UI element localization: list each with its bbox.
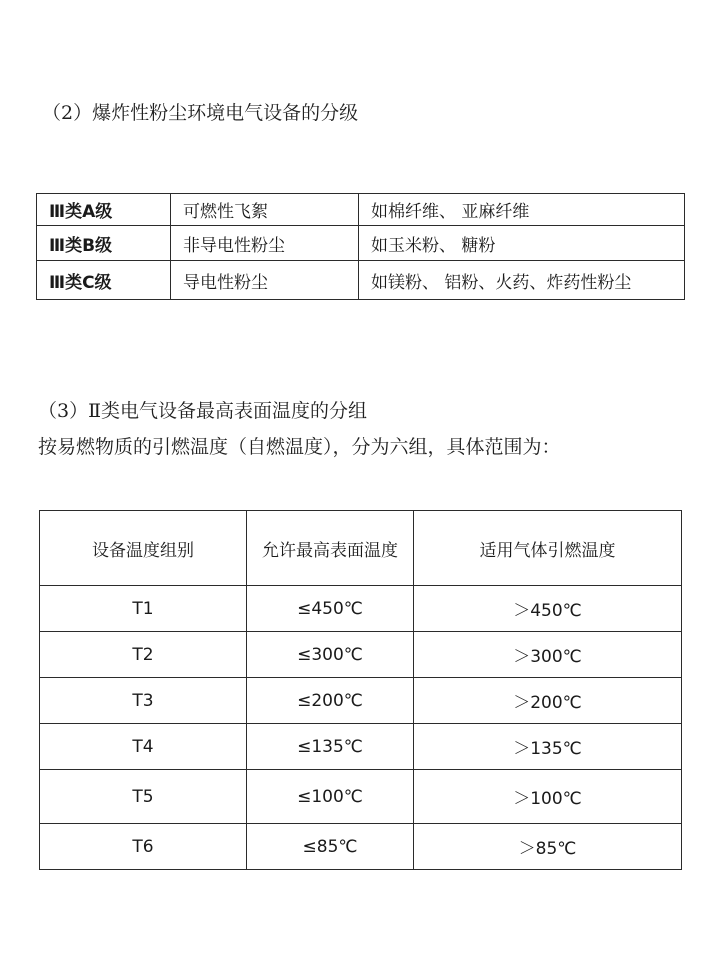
dust-type-cell: 可燃性飞絮 xyxy=(171,194,359,226)
group-cell: T4 xyxy=(40,724,247,770)
group-cell: T5 xyxy=(40,770,247,824)
dust-type-cell: 导电性粉尘 xyxy=(171,261,359,300)
group-cell: T2 xyxy=(40,632,247,678)
ignition-cell: ＞450℃ xyxy=(414,586,682,632)
dust-class-cell: Ⅲ类C级 xyxy=(37,261,171,300)
table-header-row xyxy=(40,511,682,586)
dust-examples-cell: 如玉米粉、 糖粉 xyxy=(359,226,685,261)
header-max-surface-temp: 允许最高表面温度 xyxy=(247,511,414,586)
table-row xyxy=(40,770,682,824)
ignition-cell: ＞135℃ xyxy=(414,724,682,770)
dust-type-cell: 非导电性粉尘 xyxy=(171,226,359,261)
table-row xyxy=(40,724,682,770)
max-surface-cell: ≤200℃ xyxy=(247,678,414,724)
dust-examples-cell: 如棉纤维、 亚麻纤维 xyxy=(359,194,685,226)
max-surface-cell: ≤100℃ xyxy=(247,770,414,824)
ignition-cell: ＞85℃ xyxy=(414,824,682,870)
ignition-cell: ＞300℃ xyxy=(414,632,682,678)
section-2-heading: （2）爆炸性粉尘环境电气设备的分级 xyxy=(42,102,359,124)
dust-class-cell: Ⅲ类B级 xyxy=(37,226,171,261)
table-row xyxy=(40,678,682,724)
table-row xyxy=(37,194,685,226)
max-surface-cell: ≤85℃ xyxy=(247,824,414,870)
max-surface-cell: ≤135℃ xyxy=(247,724,414,770)
table-row xyxy=(40,824,682,870)
max-surface-cell: ≤450℃ xyxy=(247,586,414,632)
header-ignition-temp: 适用气体引燃温度 xyxy=(414,511,682,586)
max-surface-cell: ≤300℃ xyxy=(247,632,414,678)
group-cell: T3 xyxy=(40,678,247,724)
dust-examples-cell: 如镁粉、 铝粉、火药、炸药性粉尘 xyxy=(359,261,685,300)
table-row xyxy=(37,226,685,261)
ignition-cell: ＞200℃ xyxy=(414,678,682,724)
table-row xyxy=(40,586,682,632)
section-3-intro: 按易燃物质的引燃温度（自燃温度），分为六组，具体范围为： xyxy=(38,436,561,458)
header-group: 设备温度组别 xyxy=(40,511,247,586)
table-row xyxy=(40,632,682,678)
group-cell: T6 xyxy=(40,824,247,870)
temperature-group-table xyxy=(39,510,682,870)
group-cell: T1 xyxy=(40,586,247,632)
dust-classification-table xyxy=(36,193,685,300)
dust-class-cell: Ⅲ类A级 xyxy=(37,194,171,226)
ignition-cell: ＞100℃ xyxy=(414,770,682,824)
section-3-heading: （3）Ⅱ类电气设备最高表面温度的分组 xyxy=(38,400,368,422)
table-row xyxy=(37,261,685,300)
